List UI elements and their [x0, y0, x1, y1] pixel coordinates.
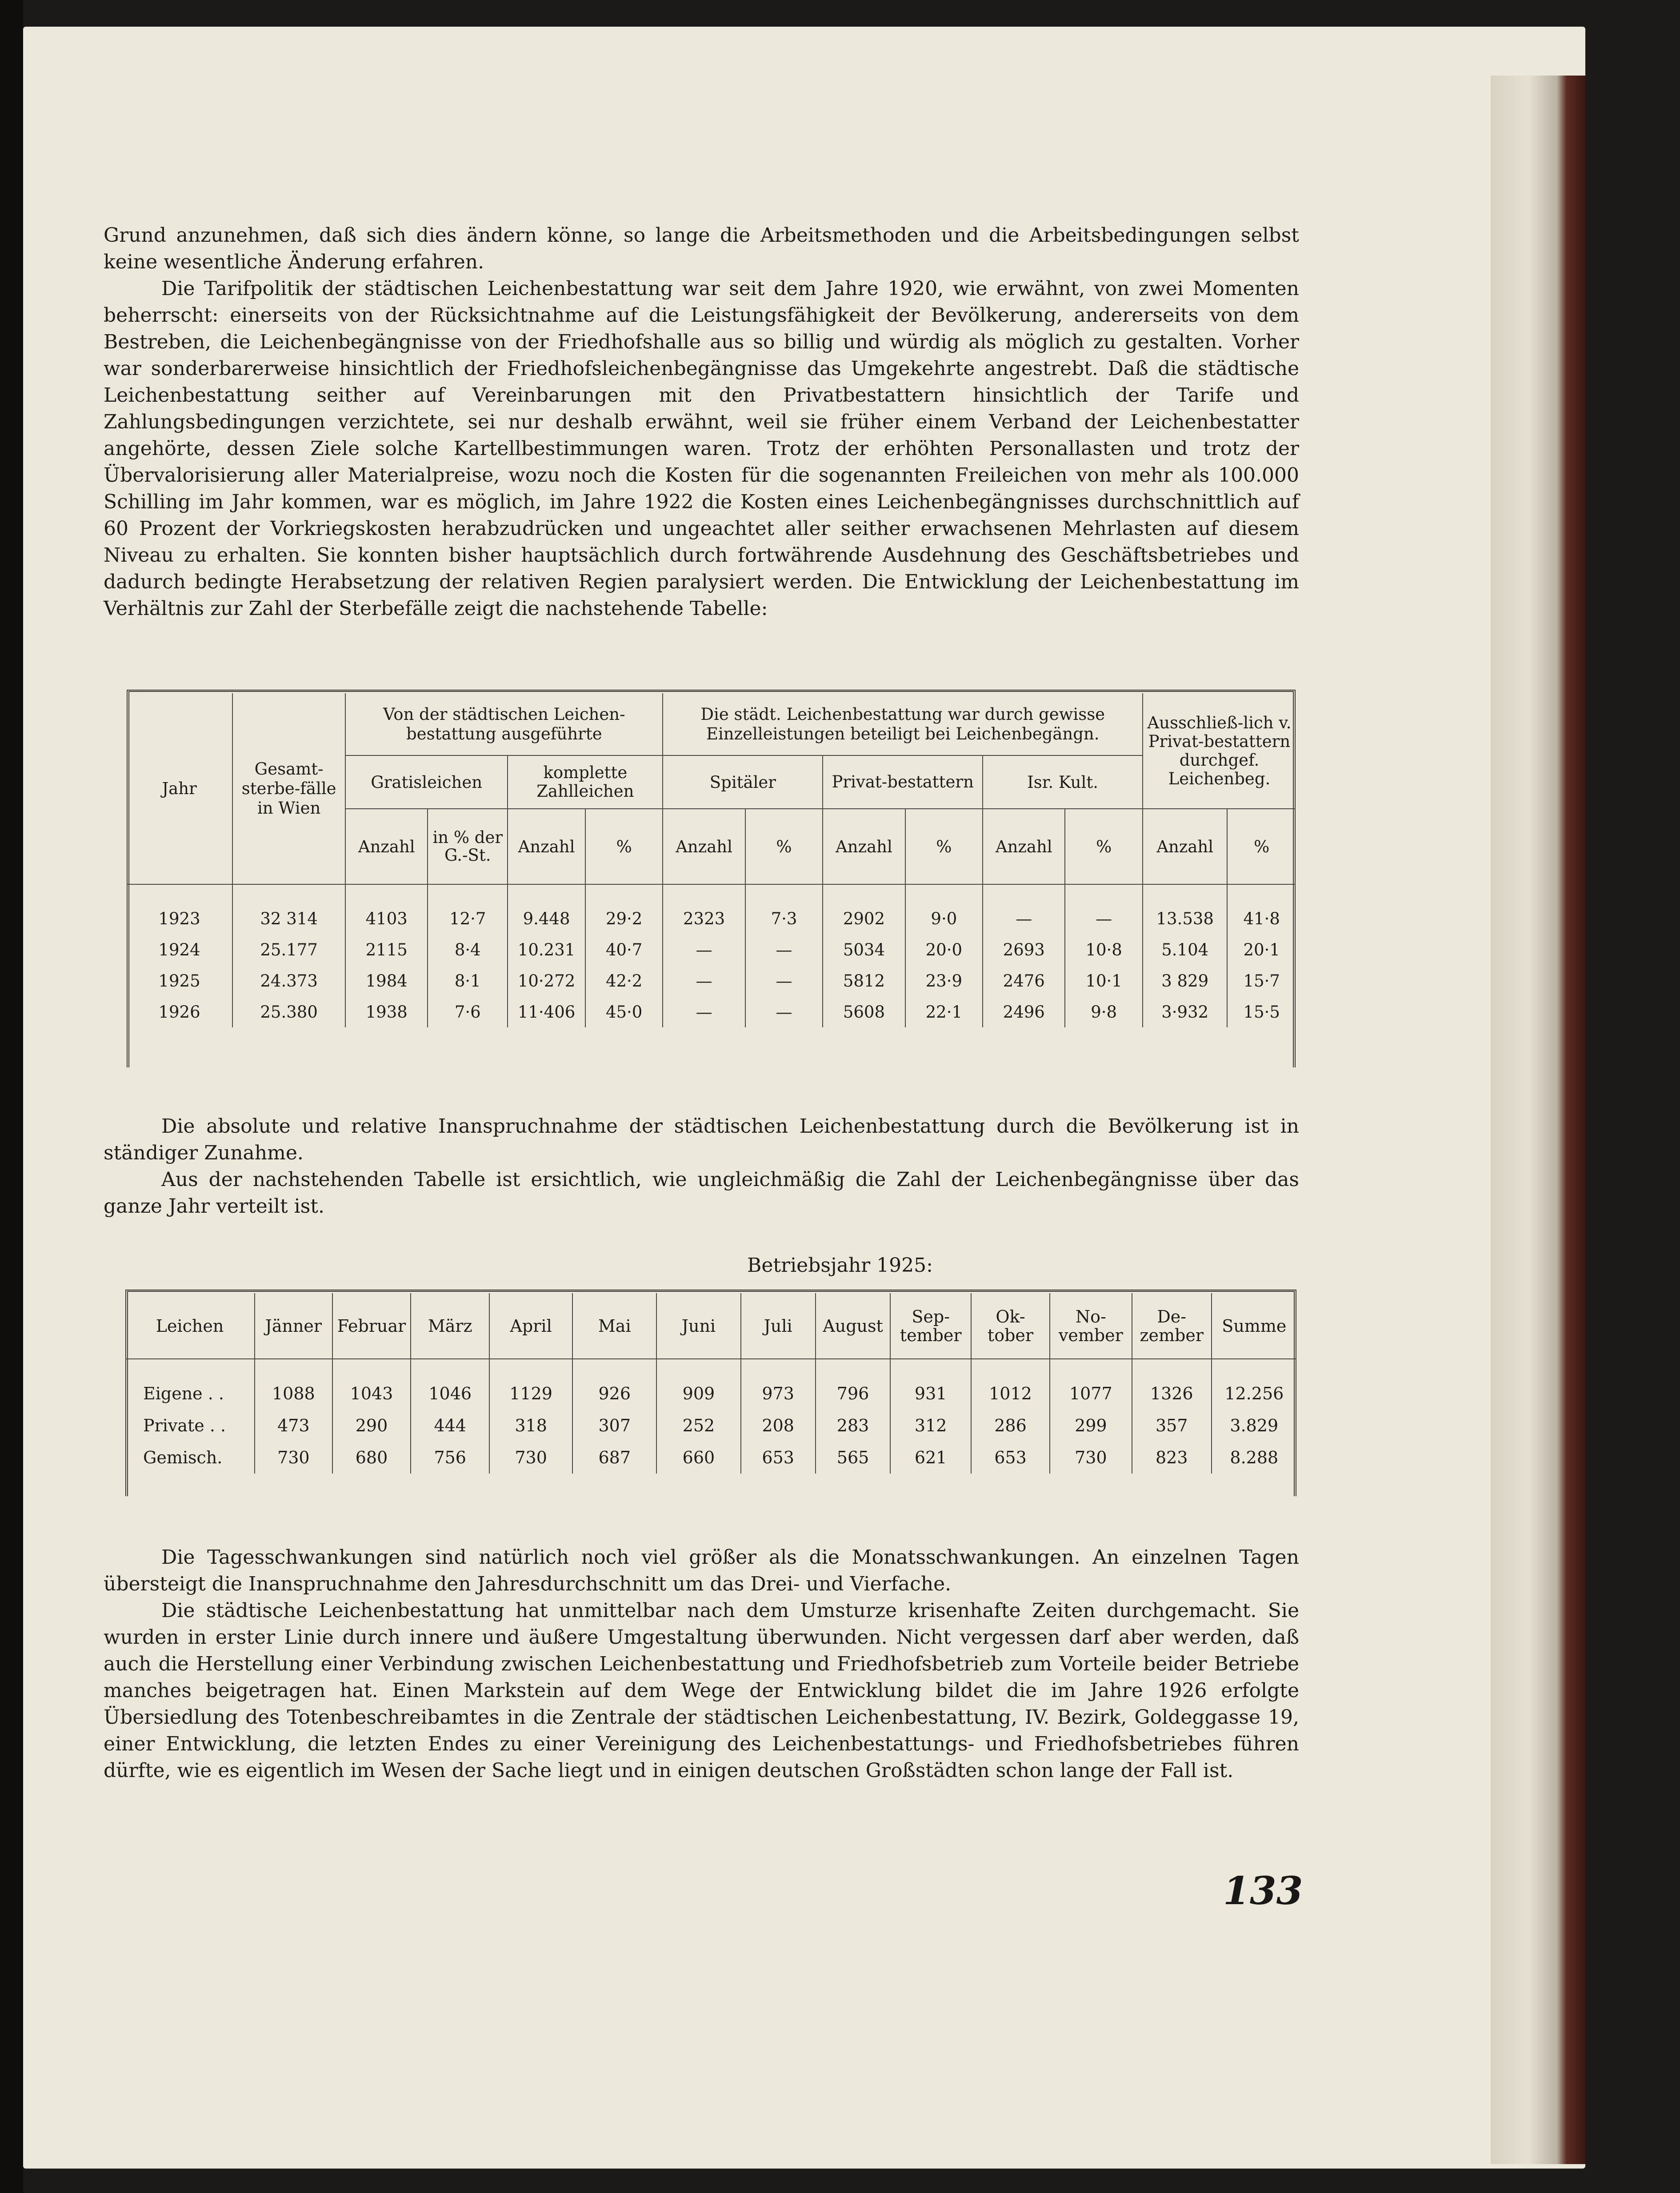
cell: 1326: [1132, 1378, 1212, 1410]
th-anzahl: Anzahl: [1143, 809, 1228, 884]
text-block-top: [104, 222, 1299, 622]
th-gesamt: Gesamt-sterbe-fälle in Wien: [232, 693, 345, 884]
cell: 973: [741, 1378, 816, 1410]
th-anzahl: Anzahl: [345, 809, 428, 884]
th-pct: %: [745, 809, 823, 884]
cell: 3 829: [1143, 965, 1228, 996]
table2-caption: Betriebsjahr 1925:: [747, 1254, 933, 1277]
th-in-pct: in % der G.-St.: [428, 809, 508, 884]
cell: 1012: [971, 1378, 1050, 1410]
cell: 4103: [345, 903, 428, 934]
cell: 10·272: [508, 965, 585, 996]
cell: 1043: [332, 1378, 411, 1410]
cell: 730: [1050, 1442, 1132, 1474]
th-jahr: Jahr: [127, 693, 232, 884]
cell: 909: [656, 1378, 740, 1410]
table1: [127, 693, 1296, 1027]
cell: 2496: [983, 996, 1065, 1027]
cell: 473: [255, 1410, 332, 1442]
cell: 3·932: [1143, 996, 1228, 1027]
cell: 318: [489, 1410, 572, 1442]
cell: 2323: [663, 903, 745, 934]
cell: 252: [656, 1410, 740, 1442]
th-month: Juli: [741, 1293, 816, 1359]
cell: 444: [411, 1410, 489, 1442]
cell: 756: [411, 1442, 489, 1474]
cell: 299: [1050, 1410, 1132, 1442]
cell: 926: [572, 1378, 656, 1410]
cell: 7·3: [745, 903, 823, 934]
cell: 1938: [345, 996, 428, 1027]
cell: 796: [816, 1378, 890, 1410]
cell: 29·2: [585, 903, 663, 934]
th-isr: Isr. Kult.: [983, 755, 1143, 809]
th-spitaler: Spitäler: [663, 755, 823, 809]
th-month: März: [411, 1293, 489, 1359]
cell: —: [745, 996, 823, 1027]
cell: 286: [971, 1410, 1050, 1442]
cell: Gemisch.: [143, 1448, 223, 1467]
th-summe: Summe: [1212, 1293, 1296, 1359]
cell: 565: [816, 1442, 890, 1474]
cell: 5608: [823, 996, 905, 1027]
cell: 24.373: [232, 965, 345, 996]
cell: 730: [255, 1442, 332, 1474]
cell: 307: [572, 1410, 656, 1442]
cell: 25.380: [232, 996, 345, 1027]
th-die: Die städt. Leichenbestattung war durch gewisse Einzelleistungen beteiligt bei Leichenbegängn.: [663, 693, 1142, 755]
cell: 41·8: [1227, 903, 1296, 934]
table-row: [125, 1442, 1296, 1474]
cell: 42·2: [585, 965, 663, 996]
table-row: [127, 965, 1296, 996]
cell: 13.538: [1143, 903, 1228, 934]
cell: 20·1: [1227, 934, 1296, 965]
paragraph-1: Grund anzunehmen, daß sich dies ändern könne, so lange die Arbeitsmethoden und die Arbeitsbedingungen selbst keine wesentliche Änderung erfahren.: [104, 224, 1299, 273]
paragraph-2: Die Tarifpolitik der städtischen Leichenbestattung war seit dem Jahre 1920, wie erwähnt, von zwei Momenten beherrscht: einerseits von der Rücksichtnahme auf die Leistungsfähigkeit der Bevölkerung, andererseits von dem Bestreben, die Leichenbegängnisse von der Friedhofshalle aus so billig und würdig als möglich zu gestalten. Vorher war sonderbarerweise hinsichtlich der Friedhofsleichenbegängnisse das Umgekehrte angestrebt. Daß die städtische Leichenbestattung seither auf Vereinbarungen mit den Privatbestattern hinsichtlich der Tarife und Zahlungsbedingungen verzichtete, sei nur deshalb erwähnt, weil sie früher einem Verband der Leichenbestatter angehörte, dessen Ziele solche Kartellbestimmungen waren. Trotz der erhöhten Personallasten und trotz der Übervalorisierung aller Materialpreise, wozu noch die Kosten für die sogenannten Freileichen von mehr als 100.000 Schilling im Jahr kommen, war es möglich, im Jahre 1922 die Kosten eines Leichenbegängnisses durchschnittlich auf 60 Prozent der Vorkriegskosten herabzudrücken und ungeachtet aller seither erwachsenen Mehrlasten auf diesem Niveau zu erhalten. Sie konnten bisher hauptsächlich durch fortwährende Ausdehnung des Geschäftsbetriebes und dadurch bedingte Herabsetzung der relativen Regien paralysiert werden. Die Entwicklung der Leichenbestattung im Verhältnis zur Zahl der Sterbefälle zeigt die nachstehende Tabelle:: [104, 277, 1299, 620]
cell: 1924: [158, 940, 200, 959]
cell: 2476: [983, 965, 1065, 996]
cell: 680: [332, 1442, 411, 1474]
cell: 25.177: [232, 934, 345, 965]
cell: 823: [1132, 1442, 1212, 1474]
page-number: 133: [1223, 1869, 1303, 1913]
cell: 1088: [255, 1378, 332, 1410]
cell: 9·8: [1065, 996, 1143, 1027]
th-von: Von der städtischen Leichen-bestattung ausgeführte: [345, 693, 663, 755]
cell: 7·6: [428, 996, 508, 1027]
cell: 5034: [823, 934, 905, 965]
cell: 1129: [489, 1378, 572, 1410]
th-leichen: Leichen: [125, 1293, 255, 1359]
th-month: April: [489, 1293, 572, 1359]
cell: 1923: [158, 909, 200, 928]
cell: 22·1: [905, 996, 983, 1027]
cell: —: [663, 996, 745, 1027]
th-month: Juni: [656, 1293, 740, 1359]
th-month: Ok-tober: [971, 1293, 1050, 1359]
paragraph-4: Aus der nachstehenden Tabelle ist ersichtlich, wie ungleichmäßig die Zahl der Leichenbegängnisse über das ganze Jahr verteilt ist.: [104, 1168, 1299, 1218]
th-anzahl: Anzahl: [663, 809, 745, 884]
cell: 1046: [411, 1378, 489, 1410]
cell: 1925: [158, 971, 200, 991]
th-gratis: Gratisleichen: [345, 755, 508, 809]
th-month: Sep-tember: [890, 1293, 971, 1359]
cell: 15·5: [1227, 996, 1296, 1027]
cell: 687: [572, 1442, 656, 1474]
cell: —: [663, 934, 745, 965]
table-row: [125, 1410, 1296, 1442]
text-block-middle: [104, 1113, 1299, 1220]
cell: 45·0: [585, 996, 663, 1027]
cell: 10·8: [1065, 934, 1143, 965]
cell: 3.829: [1212, 1410, 1296, 1442]
th-komplett: komplette Zahlleichen: [508, 755, 663, 809]
cell: 10·1: [1065, 965, 1143, 996]
paragraph-3: Die absolute und relative Inanspruchnahme der städtischen Leichenbestattung durch die Bevölkerung ist in ständiger Zunahme.: [104, 1115, 1299, 1164]
cell: 621: [890, 1442, 971, 1474]
cell: 2902: [823, 903, 905, 934]
cell: —: [1065, 903, 1143, 934]
cell: 8·4: [428, 934, 508, 965]
cell: 1984: [345, 965, 428, 996]
cell: 9·0: [905, 903, 983, 934]
cell: 660: [656, 1442, 740, 1474]
th-pct: %: [905, 809, 983, 884]
page-stack-edge: [1491, 76, 1585, 2164]
th-pct: %: [1227, 809, 1296, 884]
cell: 357: [1132, 1410, 1212, 1442]
paragraph-5: Die Tagesschwankungen sind natürlich noch viel größer als die Monatsschwankungen. An einzelnen Tagen übersteigt die Inanspruchnahme den Jahresdurchschnitt um das Drei- und Vierfache.: [104, 1546, 1299, 1595]
cell: 11·406: [508, 996, 585, 1027]
cell: 32 314: [232, 903, 345, 934]
cell: —: [745, 965, 823, 996]
cell: 10.231: [508, 934, 585, 965]
cell: 2115: [345, 934, 428, 965]
cell: 730: [489, 1442, 572, 1474]
cell: 1077: [1050, 1378, 1132, 1410]
cell: —: [745, 934, 823, 965]
cell: 12.256: [1212, 1378, 1296, 1410]
cell: Eigene . .: [143, 1384, 224, 1403]
table-row: [127, 996, 1296, 1027]
th-anzahl: Anzahl: [508, 809, 585, 884]
cell: 9.448: [508, 903, 585, 934]
cell: —: [983, 903, 1065, 934]
th-month: August: [816, 1293, 890, 1359]
cell: 12·7: [428, 903, 508, 934]
cell: 2693: [983, 934, 1065, 965]
cell: 312: [890, 1410, 971, 1442]
th-anzahl: Anzahl: [983, 809, 1065, 884]
cell: 931: [890, 1378, 971, 1410]
table-row: [125, 1378, 1296, 1410]
cell: 20·0: [905, 934, 983, 965]
cell: 283: [816, 1410, 890, 1442]
th-pct: %: [585, 809, 663, 884]
cell: 40·7: [585, 934, 663, 965]
cell: 1926: [158, 1002, 200, 1022]
table-row: [127, 903, 1296, 934]
cell: 8·1: [428, 965, 508, 996]
cell: 8.288: [1212, 1442, 1296, 1474]
cell: 653: [971, 1442, 1050, 1474]
th-month: Februar: [332, 1293, 411, 1359]
th-month: Jänner: [255, 1293, 332, 1359]
th-privat: Privat-bestattern: [823, 755, 983, 809]
cell: 290: [332, 1410, 411, 1442]
th-month: No-vember: [1050, 1293, 1132, 1359]
cell: 5812: [823, 965, 905, 996]
cell: Private . .: [143, 1416, 226, 1435]
th-aussch: Ausschließ-lich v. Privat-bestattern durchgef. Leichenbeg.: [1143, 693, 1296, 809]
cell: 5.104: [1143, 934, 1228, 965]
cell: —: [663, 965, 745, 996]
text-block-bottom: [104, 1544, 1299, 1784]
cell: 208: [741, 1410, 816, 1442]
cell: 653: [741, 1442, 816, 1474]
th-pct: %: [1065, 809, 1143, 884]
book-spine: [0, 0, 23, 2193]
th-anzahl: Anzahl: [823, 809, 905, 884]
table2: [125, 1293, 1296, 1474]
th-month: De-zember: [1132, 1293, 1212, 1359]
cell: 15·7: [1227, 965, 1296, 996]
cell: 23·9: [905, 965, 983, 996]
paragraph-6: Die städtische Leichenbestattung hat unmittelbar nach dem Umsturze krisenhafte Zeiten durchgemacht. Sie wurden in erster Linie durch innere und äußere Umgestaltung überwunden. Nicht vergessen darf aber werden, daß auch die Herstellung einer Verbindung zwischen Leichenbestattung und Friedhofsbetrieb zum Vorteile beider Betriebe manches beigetragen hat. Einen Markstein auf dem Wege der Entwicklung bildet die im Jahre 1926 erfolgte Übersiedlung des Totenbeschreibamtes in die Zentrale der städtischen Leichenbestattung, IV. Bezirk, Goldeggasse 19, einer Entwicklung, die letzten Endes zu einer Vereinigung des Leichenbestattungs- und Friedhofsbetriebes führen dürfte, wie es eigentlich im Wesen der Sache liegt und in einigen deutschen Großstädten schon lange der Fall ist.: [104, 1599, 1299, 1782]
th-month: Mai: [572, 1293, 656, 1359]
table-row: [127, 934, 1296, 965]
